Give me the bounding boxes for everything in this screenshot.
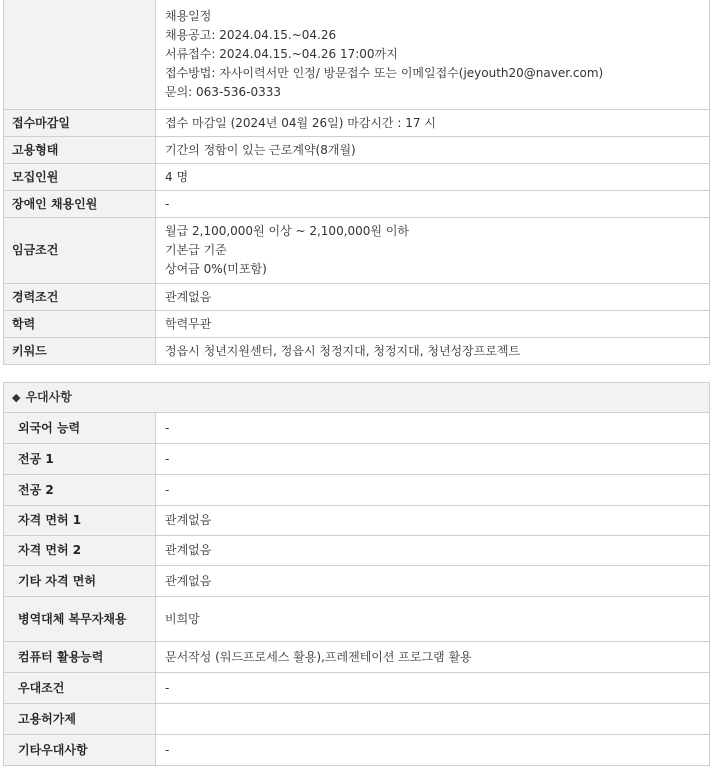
schedule-row — [4, 0, 710, 110]
table-row — [4, 110, 710, 137]
row-label-military-alternative: 병역대체 복무자채용 — [4, 597, 156, 642]
row-value-employment-permit — [156, 704, 710, 735]
row-label-disabled-hiring: 장애인 채용인원 — [4, 191, 156, 218]
preference-header-cell — [4, 383, 710, 413]
row-value-other-preferences: - — [156, 735, 710, 766]
row-label-foreign-language: 외국어 능력 — [4, 413, 156, 444]
row-value-license-2: 관계없음 — [156, 536, 710, 566]
table-row — [4, 597, 710, 642]
row-label-employment-type: 고용형태 — [4, 137, 156, 164]
row-value-employment-type: 기간의 정함이 있는 근로계약(8개월) — [156, 137, 710, 164]
table-row — [4, 137, 710, 164]
schedule-cell — [156, 0, 710, 110]
table-row — [4, 284, 710, 311]
row-value-experience: 관계없음 — [156, 284, 710, 311]
schedule-title: 채용일정 — [165, 9, 212, 23]
table-row — [4, 506, 710, 536]
row-value-military-alternative: 비희망 — [156, 597, 710, 642]
row-value-computer-skills: 문서작성 (워드프로세스 활용),프레젠테이션 프로그램 활용 — [156, 642, 710, 673]
schedule-posting-period: 채용공고: 2024.04.15.~04.26 — [165, 28, 337, 42]
row-label-license-2: 자격 면허 2 — [4, 536, 156, 566]
row-value-education: 학력무관 — [156, 311, 710, 338]
table-row — [4, 642, 710, 673]
row-value-major-1: - — [156, 444, 710, 475]
row-label-license-1: 자격 면허 1 — [4, 506, 156, 536]
row-label-major-1: 전공 1 — [4, 444, 156, 475]
preference-section-header — [4, 383, 710, 413]
row-label-wage: 임금조건 — [4, 218, 156, 284]
row-value-disabled-hiring: - — [156, 191, 710, 218]
row-label-experience: 경력조건 — [4, 284, 156, 311]
row-label-preferred-conditions: 우대조건 — [4, 673, 156, 704]
row-label-education: 학력 — [4, 311, 156, 338]
row-value-license-1: 관계없음 — [156, 506, 710, 536]
table-row — [4, 536, 710, 566]
row-label-employment-permit: 고용허가제 — [4, 704, 156, 735]
table-row — [4, 413, 710, 444]
schedule-application-method: 접수방법: 자사이력서만 인정/ 방문접수 또는 이메일접수(jeyouth20@naver.com) — [165, 66, 604, 80]
table-row — [4, 164, 710, 191]
preference-table — [3, 382, 710, 766]
table-row — [4, 338, 710, 365]
row-value-major-2: - — [156, 475, 710, 506]
row-value-other-license: 관계없음 — [156, 566, 710, 597]
job-conditions-table — [3, 0, 710, 365]
schedule-header-cell — [4, 0, 156, 110]
table-row — [4, 475, 710, 506]
row-value-wage — [156, 218, 710, 284]
row-label-deadline: 접수마감일 — [4, 110, 156, 137]
wage-range: 월급 2,100,000원 이상 ~ 2,100,000원 이하 — [165, 224, 410, 238]
table-row — [4, 566, 710, 597]
table-row — [4, 444, 710, 475]
schedule-contact: 문의: 063-536-0333 — [165, 85, 282, 99]
diamond-icon: ◆ — [12, 391, 21, 404]
row-label-computer-skills: 컴퓨터 활용능력 — [4, 642, 156, 673]
row-value-foreign-language: - — [156, 413, 710, 444]
row-label-other-preferences: 기타우대사항 — [4, 735, 156, 766]
table-row — [4, 673, 710, 704]
row-label-keywords: 키워드 — [4, 338, 156, 365]
table-row — [4, 218, 710, 284]
table-row — [4, 704, 710, 735]
row-label-other-license: 기타 자격 면허 — [4, 566, 156, 597]
wage-bonus: 상여금 0%(미포함) — [165, 262, 267, 276]
row-value-preferred-conditions: - — [156, 673, 710, 704]
wage-basis: 기본급 기준 — [165, 243, 227, 257]
row-label-headcount: 모집인원 — [4, 164, 156, 191]
schedule-document-period: 서류접수: 2024.04.15.~04.26 17:00까지 — [165, 47, 398, 61]
row-label-major-2: 전공 2 — [4, 475, 156, 506]
preference-title: 우대사항 — [25, 390, 72, 404]
row-value-headcount: 4 명 — [156, 164, 710, 191]
table-row — [4, 735, 710, 766]
table-row — [4, 311, 710, 338]
table-row — [4, 191, 710, 218]
row-value-keywords: 정읍시 청년지원센터, 정읍시 청정지대, 청정지대, 청년성장프로젝트 — [156, 338, 710, 365]
row-value-deadline: 접수 마감일 (2024년 04월 26일) 마감시간 : 17 시 — [156, 110, 710, 137]
